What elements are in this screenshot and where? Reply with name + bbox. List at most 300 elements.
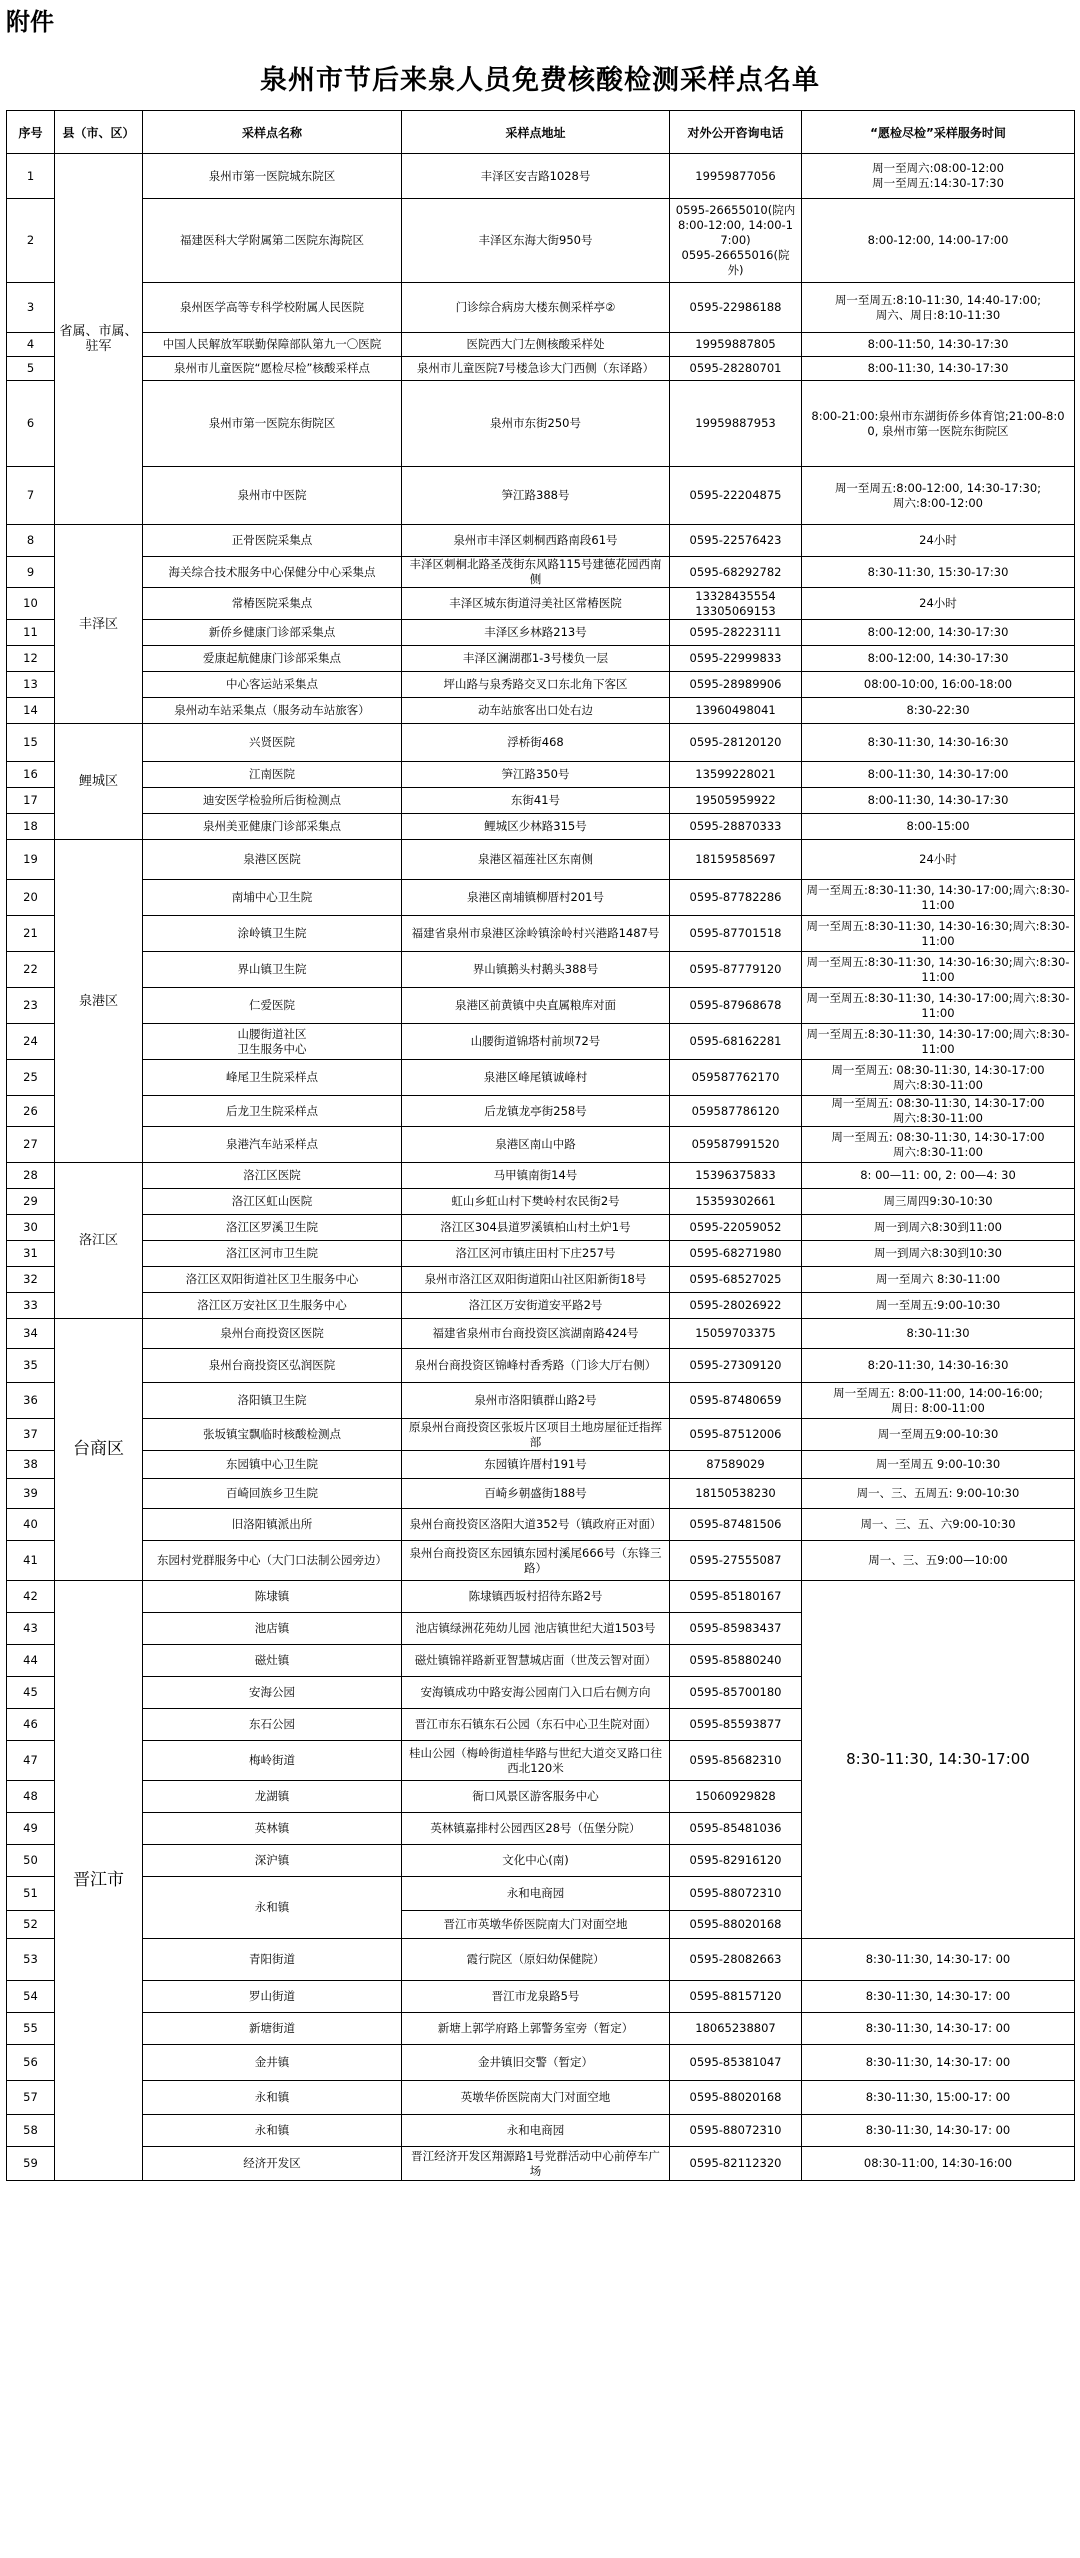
site-name: 泉州市中医院 [143, 467, 402, 525]
site-phone: 0595-87779120 [670, 952, 802, 988]
site-address: 晋江经济开发区翔源路1号党群活动中心前停车广场 [402, 2147, 670, 2181]
table-row [7, 199, 1075, 283]
site-name: 中国人民解放军联勤保障部队第九一〇医院 [143, 333, 402, 357]
site-phone: 0595-85682310 [670, 1741, 802, 1781]
site-address: 英墩华侨医院南大门对面空地 [402, 2081, 670, 2115]
site-phone: 0595-27309120 [670, 1349, 802, 1383]
table-row [7, 1215, 1075, 1241]
row-number: 9 [7, 557, 55, 588]
site-address: 福建省泉州市台商投资区滨湖南路424号 [402, 1319, 670, 1349]
row-number: 32 [7, 1267, 55, 1293]
row-number: 37 [7, 1419, 55, 1451]
site-address: 医院西大门左侧核酸采样处 [402, 333, 670, 357]
table-row [7, 1293, 1075, 1319]
site-address: 坪山路与泉秀路交叉口东北角下客区 [402, 672, 670, 698]
site-phone: 0595-88157120 [670, 1981, 802, 2013]
site-address: 泉港区南埔镇柳厝村201号 [402, 880, 670, 916]
site-address: 文化中心(南) [402, 1845, 670, 1877]
site-name: 百崎回族乡卫生院 [143, 1479, 402, 1509]
table-row [7, 2013, 1075, 2045]
service-time: 周一、三、五周五: 9:00-10:30 [802, 1479, 1075, 1509]
table-row [7, 840, 1075, 880]
table-row [7, 620, 1075, 646]
site-phone: 87589029 [670, 1451, 802, 1479]
table-row [7, 672, 1075, 698]
site-name: 常椿医院采集点 [143, 588, 402, 620]
row-number: 56 [7, 2045, 55, 2081]
site-phone: 059587762170 [670, 1060, 802, 1096]
table-row [7, 283, 1075, 333]
table-row [7, 952, 1075, 988]
site-address: 浮桥街468 [402, 724, 670, 762]
site-name: 涂岭镇卫生院 [143, 916, 402, 952]
site-address: 丰泽区城东街道浔美社区常椿医院 [402, 588, 670, 620]
service-time: 8:30-11:30, 14:30-17: 00 [802, 2045, 1075, 2081]
service-time: 24小时 [802, 588, 1075, 620]
site-address: 丰泽区澜湖郡1-3号楼负一层 [402, 646, 670, 672]
header-service-time: “愿检尽检”采样服务时间 [802, 111, 1075, 154]
row-number: 44 [7, 1645, 55, 1677]
service-time: 周一至周五:8:10-11:30, 14:40-17:00; 周六、周日:8:10-11:30 [802, 283, 1075, 333]
site-name: 安海公园 [143, 1677, 402, 1709]
row-number: 7 [7, 467, 55, 525]
service-time: 周一至周五:8:00-12:00, 14:30-17:30; 周六:8:00-12:00 [802, 467, 1075, 525]
site-phone: 0595-88072310 [670, 1877, 802, 1911]
site-name: 后龙卫生院采样点 [143, 1096, 402, 1127]
site-name: 泉州美亚健康门诊部采集点 [143, 814, 402, 840]
row-number: 57 [7, 2081, 55, 2115]
site-address: 鲤城区少林路315号 [402, 814, 670, 840]
sampling-sites-table [6, 110, 1074, 2181]
table-row [7, 1189, 1075, 1215]
table-row [7, 1024, 1075, 1060]
row-number: 18 [7, 814, 55, 840]
site-address: 东街41号 [402, 788, 670, 814]
site-name: 洛阳镇卫生院 [143, 1383, 402, 1419]
site-name: 东园镇中心卫生院 [143, 1451, 402, 1479]
row-number: 54 [7, 1981, 55, 2013]
row-number: 1 [7, 154, 55, 199]
site-phone: 0595-28280701 [670, 357, 802, 381]
site-phone: 0595-28223111 [670, 620, 802, 646]
row-number: 20 [7, 880, 55, 916]
site-address: 泉州台商投资区东园镇东园村溪尾666号（东锋三路） [402, 1541, 670, 1581]
site-phone: 0595-88072310 [670, 2115, 802, 2147]
site-phone: 0595-22999833 [670, 646, 802, 672]
row-number: 19 [7, 840, 55, 880]
site-address: 百崎乡朝盛街188号 [402, 1479, 670, 1509]
site-name: 洛江区虹山医院 [143, 1189, 402, 1215]
attachment-label: 附件 [6, 8, 54, 36]
table-row [7, 698, 1075, 724]
table-row [7, 2147, 1075, 2181]
service-time: 8:30-11:30 [802, 1319, 1075, 1349]
row-number: 3 [7, 283, 55, 333]
site-phone: 0595-87481506 [670, 1509, 802, 1541]
table-row [7, 1981, 1075, 2013]
site-name: 罗山街道 [143, 1981, 402, 2013]
site-phone: 0595-82112320 [670, 2147, 802, 2181]
service-time: 8:00-11:50, 14:30-17:30 [802, 333, 1075, 357]
header-site-address: 采样点地址 [402, 111, 670, 154]
row-number: 45 [7, 1677, 55, 1709]
site-name: 爱康起航健康门诊部采集点 [143, 646, 402, 672]
service-time: 周一至周五: 08:30-11:30, 14:30-17:00 周六:8:30-11:00 [802, 1096, 1075, 1127]
site-name: 陈埭镇 [143, 1581, 402, 1613]
row-number: 52 [7, 1911, 55, 1939]
row-number: 14 [7, 698, 55, 724]
row-number: 36 [7, 1383, 55, 1419]
site-address: 泉州市洛阳镇群山路2号 [402, 1383, 670, 1419]
site-phone: 19959887805 [670, 333, 802, 357]
site-address: 马甲镇南街14号 [402, 1163, 670, 1189]
site-address: 界山镇鹅头村鹅头388号 [402, 952, 670, 988]
service-time: 8:30-11:30, 14:30-17: 00 [802, 1981, 1075, 2013]
site-phone: 13599228021 [670, 762, 802, 788]
row-number: 30 [7, 1215, 55, 1241]
site-address: 英林镇嘉排村公园西区28号（伍堡分院） [402, 1813, 670, 1845]
table-row [7, 588, 1075, 620]
row-number: 13 [7, 672, 55, 698]
table-row [7, 1541, 1075, 1581]
row-number: 40 [7, 1509, 55, 1541]
site-name: 迪安医学检验所后街检测点 [143, 788, 402, 814]
row-number: 42 [7, 1581, 55, 1613]
service-time: 8:00-11:30, 14:30-17:30 [802, 357, 1075, 381]
site-phone: 18159585697 [670, 840, 802, 880]
site-name: 经济开发区 [143, 2147, 402, 2181]
site-phone: 0595-87782286 [670, 880, 802, 916]
row-number: 34 [7, 1319, 55, 1349]
service-time: 周一到周六8:30到10:30 [802, 1241, 1075, 1267]
site-phone: 0595-22576423 [670, 525, 802, 557]
region-cell: 台商区 [55, 1319, 143, 1581]
service-time: 8:30-11:30, 14:30-17: 00 [802, 2013, 1075, 2045]
site-address: 泉州市洛江区双阳街道阳山社区阳新街18号 [402, 1267, 670, 1293]
site-address: 泉州市丰泽区刺桐西路南段61号 [402, 525, 670, 557]
site-address: 丰泽区刺桐北路圣茂街东风路115号建德花园西南侧 [402, 557, 670, 588]
table-row [7, 381, 1075, 467]
region-cell: 省属、市属、驻军 [55, 154, 143, 525]
site-phone: 0595-87701518 [670, 916, 802, 952]
header-phone: 对外公开咨询电话 [670, 111, 802, 154]
site-name: 界山镇卫生院 [143, 952, 402, 988]
table-row [7, 814, 1075, 840]
row-number: 53 [7, 1939, 55, 1981]
site-address: 洛江区304县道罗溪镇柏山村土炉1号 [402, 1215, 670, 1241]
site-address: 洛江区河市镇庄田村下庄257号 [402, 1241, 670, 1267]
site-name: 龙湖镇 [143, 1781, 402, 1813]
site-phone: 0595-28989906 [670, 672, 802, 698]
site-phone: 0595-68292782 [670, 557, 802, 588]
service-time: 8:30-11:30, 14:30-17: 00 [802, 2115, 1075, 2147]
region-cell: 洛江区 [55, 1163, 143, 1319]
site-address: 泉港区福莲社区东南侧 [402, 840, 670, 880]
service-time: 08:30-11:00, 14:30-16:00 [802, 2147, 1075, 2181]
region-cell: 泉港区 [55, 840, 143, 1163]
row-number: 35 [7, 1349, 55, 1383]
row-number: 55 [7, 2013, 55, 2045]
site-phone: 19959877056 [670, 154, 802, 199]
site-address: 晋江市英墩华侨医院南大门对面空地 [402, 1911, 670, 1939]
site-address: 原泉州台商投资区张坂片区项目土地房屋征迁指挥部 [402, 1419, 670, 1451]
table-header-row [7, 111, 1075, 154]
table-row [7, 1479, 1075, 1509]
row-number: 51 [7, 1877, 55, 1911]
row-number: 12 [7, 646, 55, 672]
service-time: 周一至周五:8:30-11:30, 14:30-17:00;周六:8:30-11:00 [802, 988, 1075, 1024]
table-body [7, 154, 1075, 2181]
site-phone: 0595-85700180 [670, 1677, 802, 1709]
site-name: 梅岭街道 [143, 1741, 402, 1781]
row-number: 41 [7, 1541, 55, 1581]
table-row [7, 1127, 1075, 1163]
site-address: 磁灶镇锦祥路新亚智慧城店面（世茂云智对面） [402, 1645, 670, 1677]
row-number: 25 [7, 1060, 55, 1096]
site-name: 海关综合技术服务中心保健分中心采集点 [143, 557, 402, 588]
site-name: 金井镇 [143, 2045, 402, 2081]
site-phone: 0595-28870333 [670, 814, 802, 840]
service-time: 周一、三、五、六9:00-10:30 [802, 1509, 1075, 1541]
site-address: 后龙镇龙亭街258号 [402, 1096, 670, 1127]
service-time: 周一至周五: 8:00-11:00, 14:00-16:00; 周日: 8:00-11:00 [802, 1383, 1075, 1419]
site-phone: 059587991520 [670, 1127, 802, 1163]
site-name: 东石公园 [143, 1709, 402, 1741]
site-address: 山腰街道锦塔村前坝72号 [402, 1024, 670, 1060]
site-name: 洛江区河市卫生院 [143, 1241, 402, 1267]
table-row [7, 557, 1075, 588]
site-address: 笋江路388号 [402, 467, 670, 525]
site-phone: 0595-85481036 [670, 1813, 802, 1845]
service-time: 8:30-11:30, 14:30-16:30 [802, 724, 1075, 762]
table-row [7, 1581, 1075, 1613]
site-name: 泉港汽车站采样点 [143, 1127, 402, 1163]
table-row [7, 2081, 1075, 2115]
service-time: 周一、三、五9:00—10:00 [802, 1541, 1075, 1581]
site-address: 洛江区万安街道安平路2号 [402, 1293, 670, 1319]
site-address: 泉港区南山中路 [402, 1127, 670, 1163]
table-row [7, 1383, 1075, 1419]
row-number: 23 [7, 988, 55, 1024]
site-phone: 0595-22204875 [670, 467, 802, 525]
site-name: 峰尾卫生院采样点 [143, 1060, 402, 1096]
site-phone: 18150538230 [670, 1479, 802, 1509]
site-name: 泉州医学高等专科学校附属人民医院 [143, 283, 402, 333]
table-row [7, 1241, 1075, 1267]
site-phone: 0595-27555087 [670, 1541, 802, 1581]
service-time: 8:20-11:30, 14:30-16:30 [802, 1349, 1075, 1383]
table-row [7, 1163, 1075, 1189]
service-time: 8:30-11:30, 15:00-17: 00 [802, 2081, 1075, 2115]
table-row [7, 525, 1075, 557]
table-row [7, 357, 1075, 381]
region-cell: 丰泽区 [55, 525, 143, 724]
site-address: 丰泽区安吉路1028号 [402, 154, 670, 199]
site-name: 正骨医院采集点 [143, 525, 402, 557]
site-address: 动车站旅客出口处右边 [402, 698, 670, 724]
service-time: 周一到周六8:30到11:00 [802, 1215, 1075, 1241]
site-phone: 0595-88020168 [670, 2081, 802, 2115]
service-time: 周一至周五9:00-10:30 [802, 1419, 1075, 1451]
site-phone: 0595-85381047 [670, 2045, 802, 2081]
site-phone: 0595-28026922 [670, 1293, 802, 1319]
site-name: 新塘街道 [143, 2013, 402, 2045]
row-number: 28 [7, 1163, 55, 1189]
table-row [7, 1060, 1075, 1096]
site-phone: 15359302661 [670, 1189, 802, 1215]
table-row [7, 1451, 1075, 1479]
service-time-merged: 8:30-11:30, 14:30-17:00 [802, 1581, 1075, 1939]
service-time: 周一至周五 9:00-10:30 [802, 1451, 1075, 1479]
site-name: 深沪镇 [143, 1845, 402, 1877]
site-name: 洛江区万安社区卫生服务中心 [143, 1293, 402, 1319]
service-time: 周一至周五:8:30-11:30, 14:30-16:30;周六:8:30-11:00 [802, 916, 1075, 952]
row-number: 33 [7, 1293, 55, 1319]
service-time: 8:00-12:00, 14:30-17:30 [802, 646, 1075, 672]
row-number: 4 [7, 333, 55, 357]
table-row [7, 1267, 1075, 1293]
site-name: 东园村党群服务中心（大门口法制公园旁边） [143, 1541, 402, 1581]
site-name: 新侨乡健康门诊部采集点 [143, 620, 402, 646]
site-name: 洛江区双阳街道社区卫生服务中心 [143, 1267, 402, 1293]
service-time: 08:00-10:00, 16:00-18:00 [802, 672, 1075, 698]
site-address: 金井镇旧交警（暂定） [402, 2045, 670, 2081]
site-name: 泉州台商投资区弘润医院 [143, 1349, 402, 1383]
site-phone: 0595-22059052 [670, 1215, 802, 1241]
row-number: 27 [7, 1127, 55, 1163]
header-site-name: 采样点名称 [143, 111, 402, 154]
table-row [7, 762, 1075, 788]
site-phone: 0595-85180167 [670, 1581, 802, 1613]
row-number: 11 [7, 620, 55, 646]
site-name: 洛江区医院 [143, 1163, 402, 1189]
site-address: 丰泽区乡林路213号 [402, 620, 670, 646]
service-time: 8:00-12:00, 14:00-17:00 [802, 199, 1075, 283]
table-row [7, 880, 1075, 916]
row-number: 24 [7, 1024, 55, 1060]
site-phone: 0595-28120120 [670, 724, 802, 762]
site-phone: 15059703375 [670, 1319, 802, 1349]
service-time: 24小时 [802, 525, 1075, 557]
site-address: 福建省泉州市泉港区涂岭镇涂岭村兴港路1487号 [402, 916, 670, 952]
site-name: 福建医科大学附属第二医院东海院区 [143, 199, 402, 283]
service-time: 8:00-21:00:泉州市东湖街侨乡体育馆;21:00-8:00, 泉州市第一医院东街院区 [802, 381, 1075, 467]
service-time: 周一至周五: 08:30-11:30, 14:30-17:00 周六:8:30-11:00 [802, 1127, 1075, 1163]
row-number: 49 [7, 1813, 55, 1845]
site-phone: 13328435554 13305069153 [670, 588, 802, 620]
table-row [7, 1319, 1075, 1349]
site-phone: 0595-68527025 [670, 1267, 802, 1293]
site-address: 永和电商园 [402, 2115, 670, 2147]
site-name: 泉州动车站采集点（服务动车站旅客） [143, 698, 402, 724]
site-name: 中心客运站采集点 [143, 672, 402, 698]
site-name: 江南医院 [143, 762, 402, 788]
site-name: 磁灶镇 [143, 1645, 402, 1677]
row-number: 31 [7, 1241, 55, 1267]
row-number: 21 [7, 916, 55, 952]
site-phone: 0595-87512006 [670, 1419, 802, 1451]
site-address: 霞行院区（原妇幼保健院） [402, 1939, 670, 1981]
service-time: 周一至周六 8:30-11:00 [802, 1267, 1075, 1293]
site-phone: 0595-22986188 [670, 283, 802, 333]
row-number: 58 [7, 2115, 55, 2147]
region-cell: 鲤城区 [55, 724, 143, 840]
site-address: 晋江市东石镇东石公园（东石中心卫生院对面） [402, 1709, 670, 1741]
site-phone: 0595-68271980 [670, 1241, 802, 1267]
site-name: 永和镇 [143, 2115, 402, 2147]
service-time: 8:00-11:30, 14:30-17:00 [802, 762, 1075, 788]
service-time: 周一至周五:8:30-11:30, 14:30-16:30;周六:8:30-11:00 [802, 952, 1075, 988]
table-row [7, 724, 1075, 762]
site-address: 门诊综合病房大楼东侧采样亭② [402, 283, 670, 333]
site-name: 山腰街道社区 卫生服务中心 [143, 1024, 402, 1060]
row-number: 50 [7, 1845, 55, 1877]
site-phone: 0595-68162281 [670, 1024, 802, 1060]
row-number: 10 [7, 588, 55, 620]
site-phone: 15396375833 [670, 1163, 802, 1189]
page-title: 泉州市节后来泉人员免费核酸检测采样点名单 [260, 65, 820, 96]
site-phone: 0595-88020168 [670, 1911, 802, 1939]
row-number: 8 [7, 525, 55, 557]
site-phone: 0595-85593877 [670, 1709, 802, 1741]
row-number: 26 [7, 1096, 55, 1127]
service-time: 周一至周五:8:30-11:30, 14:30-17:00;周六:8:30-11:00 [802, 880, 1075, 916]
row-number: 39 [7, 1479, 55, 1509]
site-address: 泉州市儿童医院7号楼急诊大门西侧（东译路） [402, 357, 670, 381]
service-time: 周一至周五:8:30-11:30, 14:30-17:00;周六:8:30-11:00 [802, 1024, 1075, 1060]
table-row [7, 1349, 1075, 1383]
header-no: 序号 [7, 111, 55, 154]
site-phone: 059587786120 [670, 1096, 802, 1127]
site-phone: 0595-87480659 [670, 1383, 802, 1419]
site-name: 仁爱医院 [143, 988, 402, 1024]
header-region: 县（市、区） [55, 111, 143, 154]
site-name: 英林镇 [143, 1813, 402, 1845]
table-row [7, 988, 1075, 1024]
site-address: 新塘上郭学府路上郭警务室旁（暂定） [402, 2013, 670, 2045]
site-name: 永和镇 [143, 1877, 402, 1939]
site-address: 晋江市龙泉路5号 [402, 1981, 670, 2013]
site-address: 泉港区前黄镇中央直属粮库对面 [402, 988, 670, 1024]
site-address: 桂山公园（梅岭街道桂华路与世纪大道交叉路口往西北120米 [402, 1741, 670, 1781]
table-row [7, 2115, 1075, 2147]
row-number: 47 [7, 1741, 55, 1781]
service-time: 8:00-11:30, 14:30-17:30 [802, 788, 1075, 814]
site-phone: 15060929828 [670, 1781, 802, 1813]
service-time: 周一至周五: 08:30-11:30, 14:30-17:00 周六:8:30-11:00 [802, 1060, 1075, 1096]
site-phone: 0595-28082663 [670, 1939, 802, 1981]
site-phone: 0595-85880240 [670, 1645, 802, 1677]
site-address: 泉州市东街250号 [402, 381, 670, 467]
site-phone: 0595-85983437 [670, 1613, 802, 1645]
site-phone: 0595-87968678 [670, 988, 802, 1024]
table-row [7, 1939, 1075, 1981]
row-number: 46 [7, 1709, 55, 1741]
site-address: 衙口风景区游客服务中心 [402, 1781, 670, 1813]
site-name: 南埔中心卫生院 [143, 880, 402, 916]
site-phone: 18065238807 [670, 2013, 802, 2045]
service-time: 8:30-11:30, 15:30-17:30 [802, 557, 1075, 588]
site-address: 安海镇成功中路安海公园南门入口后右侧方向 [402, 1677, 670, 1709]
table-row [7, 1096, 1075, 1127]
row-number: 2 [7, 199, 55, 283]
table-row [7, 467, 1075, 525]
table-row [7, 154, 1075, 199]
site-name: 泉州台商投资区医院 [143, 1319, 402, 1349]
site-address: 池店镇绿洲花苑幼儿园 池店镇世纪大道1503号 [402, 1613, 670, 1645]
row-number: 22 [7, 952, 55, 988]
site-name: 泉州市第一医院东街院区 [143, 381, 402, 467]
